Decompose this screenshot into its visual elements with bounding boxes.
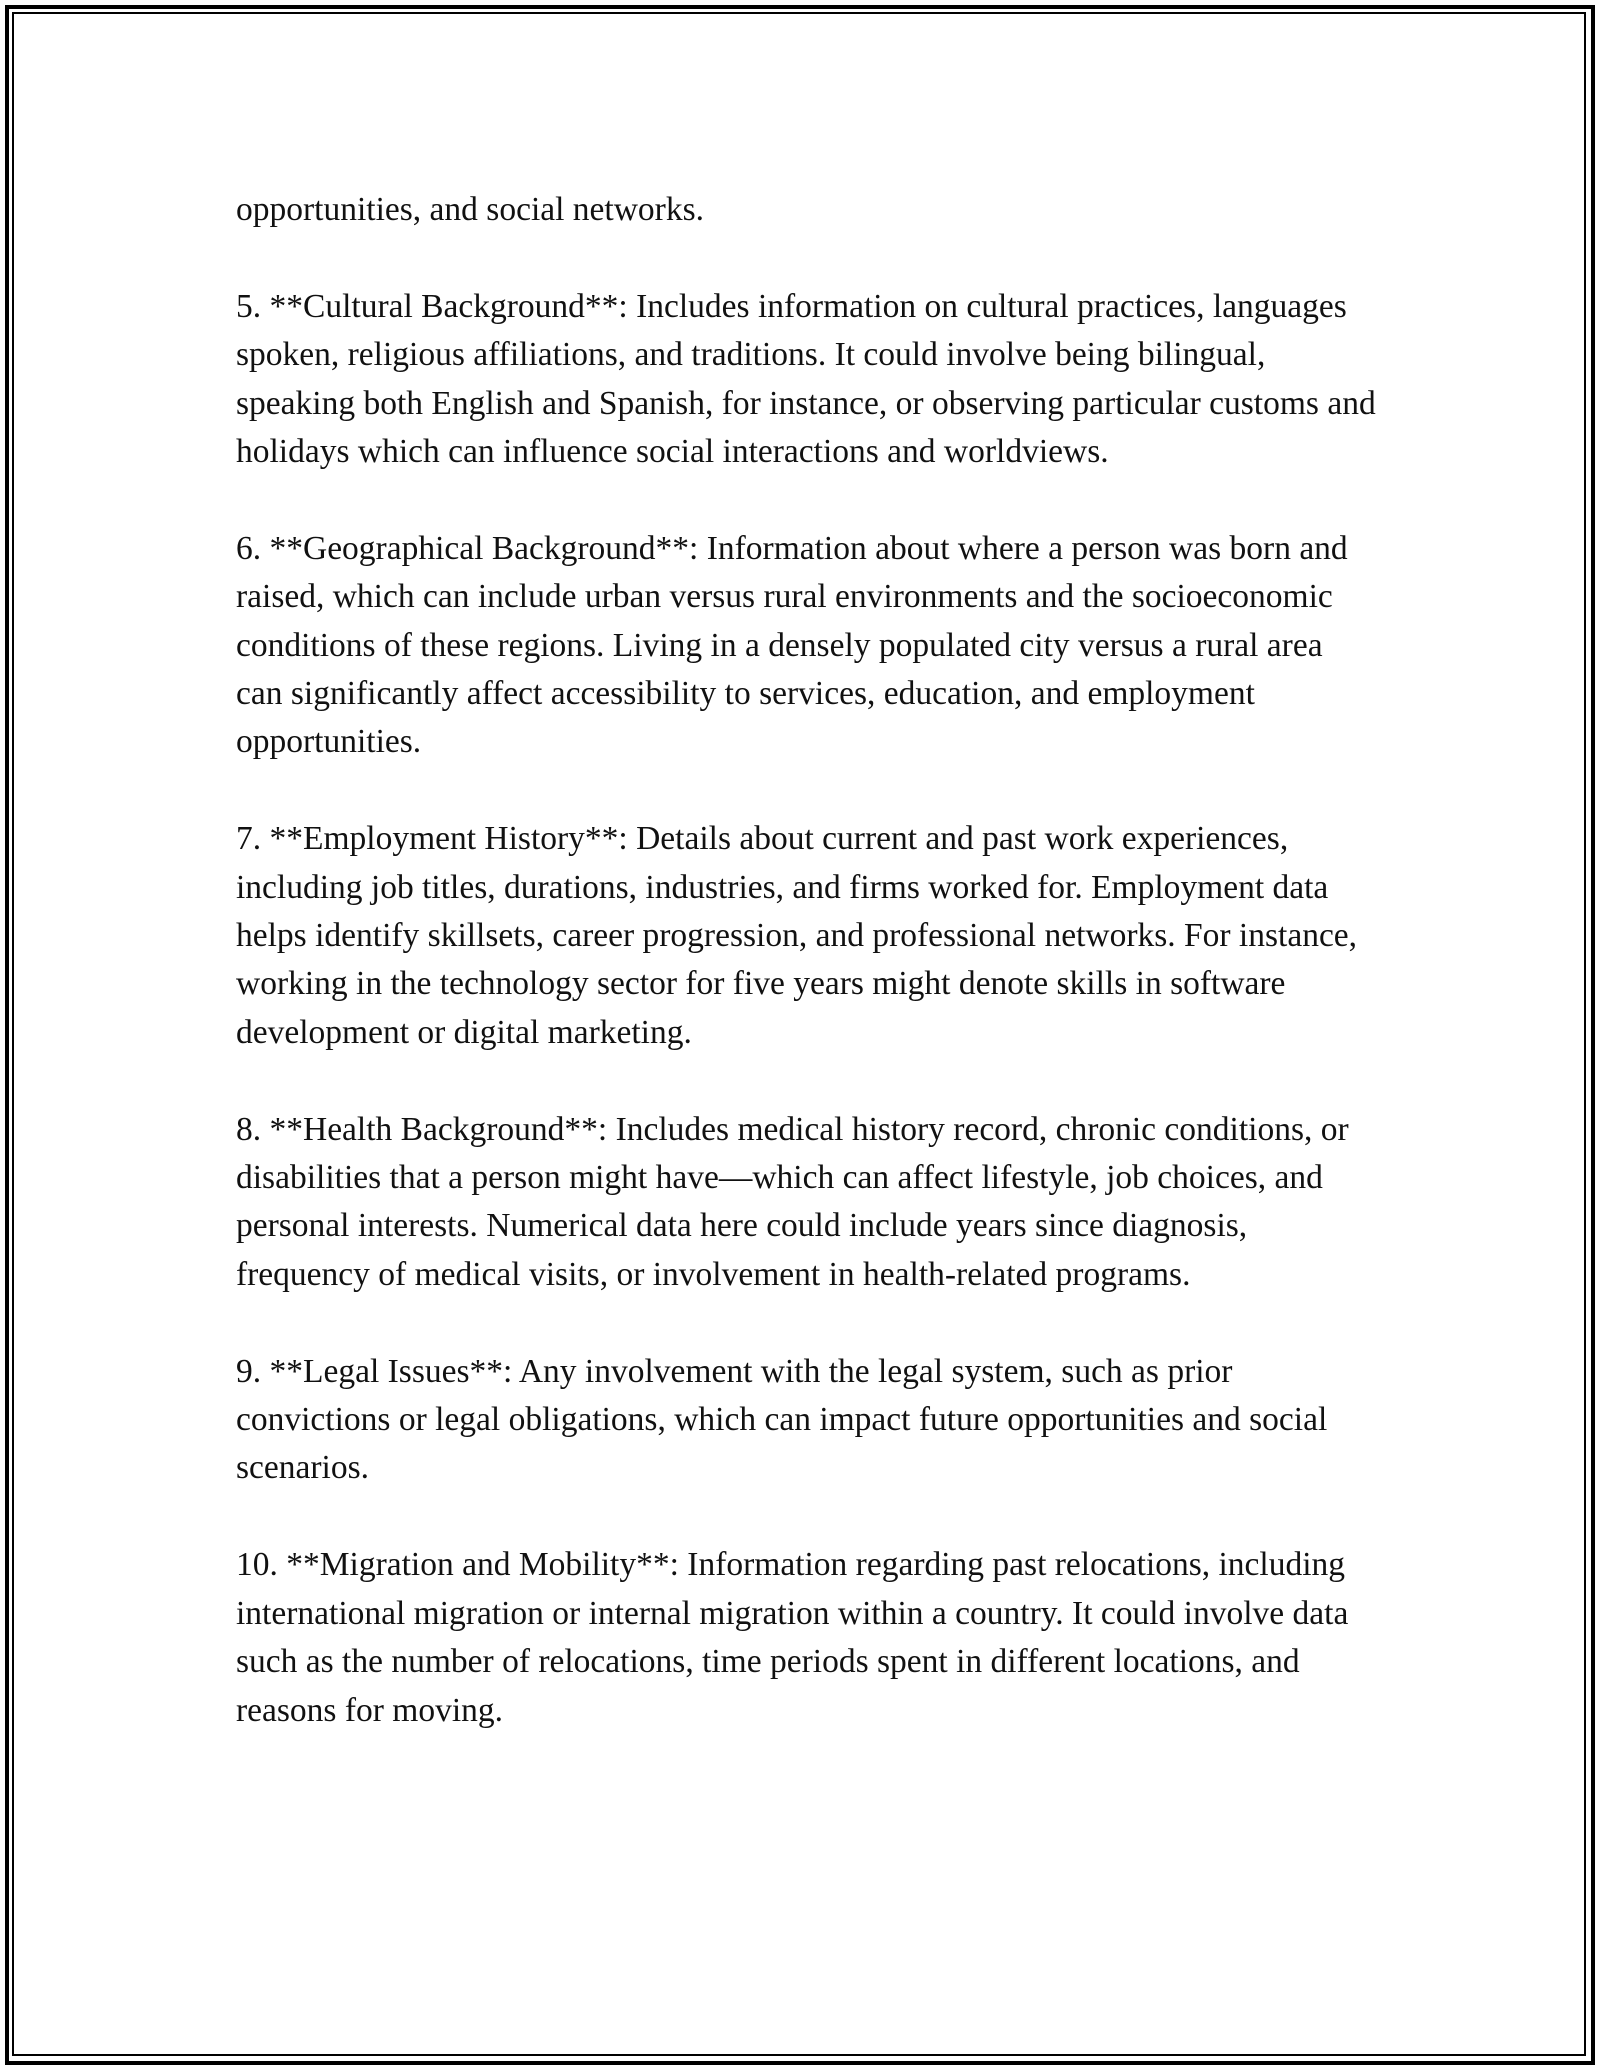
paragraph-employment-history: 7. **Employment History**: Details about current and past work experiences, including job titles, durations, industries, and firms worked for. Employment data helps identify skillsets, career progression, and professional networks. For instance, working in the technology sector for five years might denote skills in software development or digital marketing. [236,820,1358,1051]
document-body [236,186,1376,1735]
paragraph-legal-issues: 9. **Legal Issues**: Any involvement with the legal system, such as prior convictions or legal obligations, which can impact future opportunities and social scenarios. [236,1352,1328,1487]
paragraph-cultural-background: 5. **Cultural Background**: Includes information on cultural practices, languages spoken, religious affiliations, and traditions. It could involve being bilingual, speaking both English and Spanish, for instance, or observing particular customs and holidays which can influence social interactions and worldviews. [236,287,1376,471]
paragraph-migration-mobility: 10. **Migration and Mobility**: Information regarding past relocations, including international migration or internal migration within a country. It could involve data such as the number of relocations, time periods spent in different locations, and reasons for moving. [236,1546,1349,1729]
paragraph-continuation: opportunities, and social networks. [236,191,704,228]
paragraph-geographical-background: 6. **Geographical Background**: Information about where a person was born and raised, which can include urban versus rural environments and the socioeconomic conditions of these regions. Living in a densely populated city versus a rural area can significantly affect accessibility to services, education, and employment opportunities. [236,529,1348,761]
paragraph-health-background: 8. **Health Background**: Includes medical history record, chronic conditions, or disabilities that a person might have—which can affect lifestyle, job choices, and personal interests. Numerical data here could include years since diagnosis, frequency of medical visits, or involvement in health-related programs. [236,1110,1349,1293]
